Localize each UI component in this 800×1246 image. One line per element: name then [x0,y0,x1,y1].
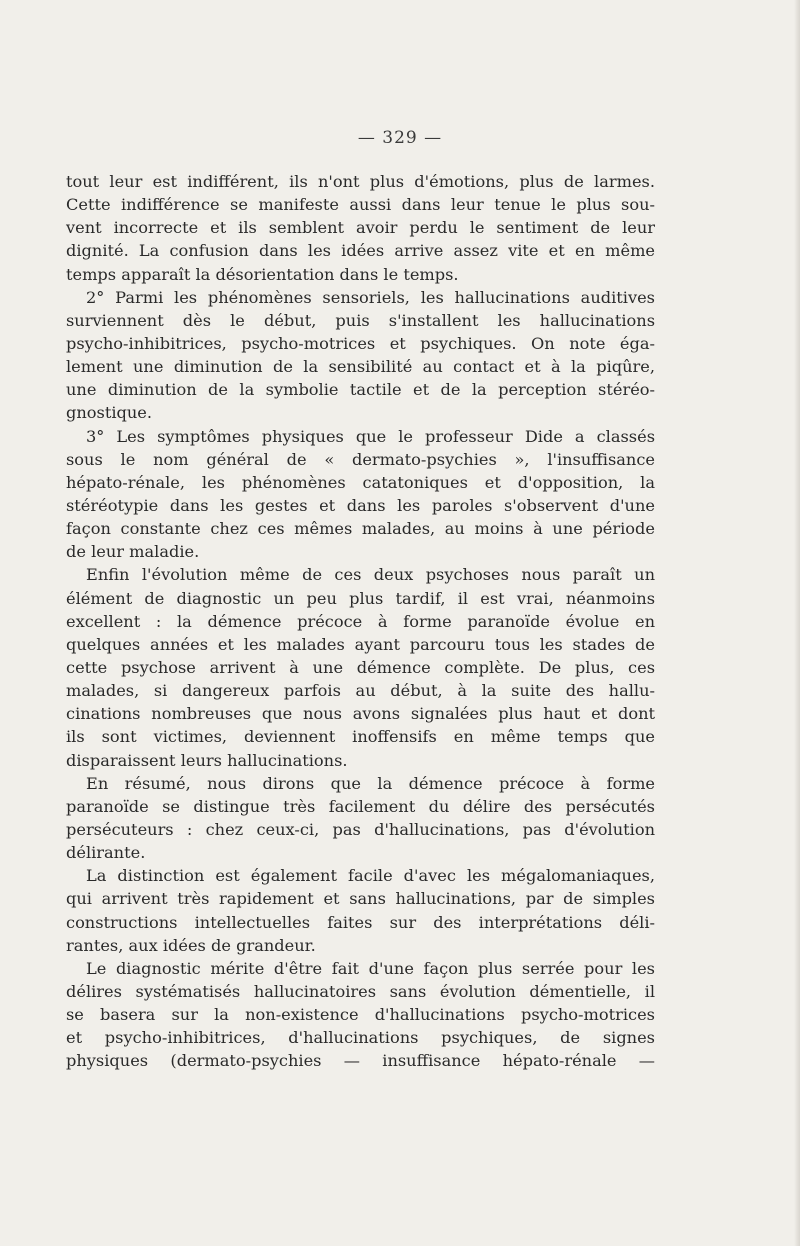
text-line: une diminution de la symbolie tactile et de la perception stéréo- [66,380,655,400]
text-line: gnostique. [66,403,153,423]
page-edge-shadow [794,0,800,1246]
text-line: dignité. La confusion dans les idées arrive assez vite et en même [66,241,655,261]
text-line: physiques (dermato-psychies — insuffisance hépato-rénale — [66,1051,655,1071]
text-line: cinations nombreuses que nous avons signalées plus haut et dont [66,704,655,724]
text-line: lement une diminution de la sensibilité au contact et à la piqûre, [66,357,655,377]
text-line: rantes, aux idées de grandeur. [66,935,316,955]
text-line: façon constante chez ces mêmes malades, au moins à une période [66,519,655,539]
text-line: de leur maladie. [66,542,200,562]
text-line: stéréotypie dans les gestes et dans les paroles s'observent d'une [66,495,655,515]
text-line: paranoïde se distingue très facilement du délire des persécutés [66,796,655,816]
text-line: élément de diagnostic un peu plus tardif, il est vrai, néanmoins [66,588,655,608]
text-line: quelques années et les malades ayant parcouru tous les stades de [66,634,655,654]
text-line: délires systématisés hallucinatoires sans évolution démentielle, il [66,981,655,1001]
text-line: ils sont victimes, deviennent inoffensifs en même temps que [66,727,655,747]
text-line: qui arrivent très rapidement et sans hallucinations, par de simples [66,889,655,909]
text-line: persécuteurs : chez ceux-ci, pas d'hallucinations, pas d'évolution [66,819,655,839]
text-line: temps apparaît la désorientation dans le temps. [66,264,459,284]
text-line: Enfin l'évolution même de ces deux psychoses nous paraît un [86,565,655,585]
text-line: et psycho-inhibitrices, d'hallucinations psychiques, de signes [66,1028,655,1048]
text-line: Le diagnostic mérite d'être fait d'une façon plus serrée pour les [86,958,655,978]
text-line: excellent : la démence précoce à forme paranoïde évolue en [66,611,655,631]
text-line: 3° Les symptômes physiques que le professeur Dide a classés [86,426,655,446]
text-line: En résumé, nous dirons que la démence précoce à forme [86,773,655,793]
page-number: — 329 — [357,128,443,148]
text-line: délirante. [66,843,146,863]
text-line: malades, si dangereux parfois au début, à la suite des hallu- [66,681,655,701]
text-line: 2° Parmi les phénomènes sensoriels, les hallucinations auditives [86,287,655,307]
text-line: constructions intellectuelles faites sur des interprétations déli- [66,912,655,932]
text-line: sous le nom général de « dermato-psychies », l'insuffisance [66,449,655,469]
text-line: hépato-rénale, les phénomènes catatoniques et d'opposition, la [66,472,655,492]
text-line: se basera sur la non-existence d'hallucinations psycho-motrices [66,1005,655,1025]
text-line: La distinction est également facile d'avec les mégalomaniaques, [86,866,655,886]
text-line: surviennent dès le début, puis s'installent les hallucinations [66,310,655,330]
text-line: vent incorrecte et ils semblent avoir perdu le sentiment de leur [66,218,655,238]
text-line: tout leur est indifférent, ils n'ont plus d'émotions, plus de larmes. [66,172,655,191]
text-line: psycho-inhibitrices, psycho-motrices et psychiques. On note éga- [66,333,655,353]
body-text [66,170,655,1072]
text-line: disparaissent leurs hallucinations. [66,750,348,770]
text-line: cette psychose arrivent à une démence complète. De plus, ces [66,657,655,677]
text-line: Cette indifférence se manifeste aussi dans leur tenue le plus sou- [66,195,655,215]
